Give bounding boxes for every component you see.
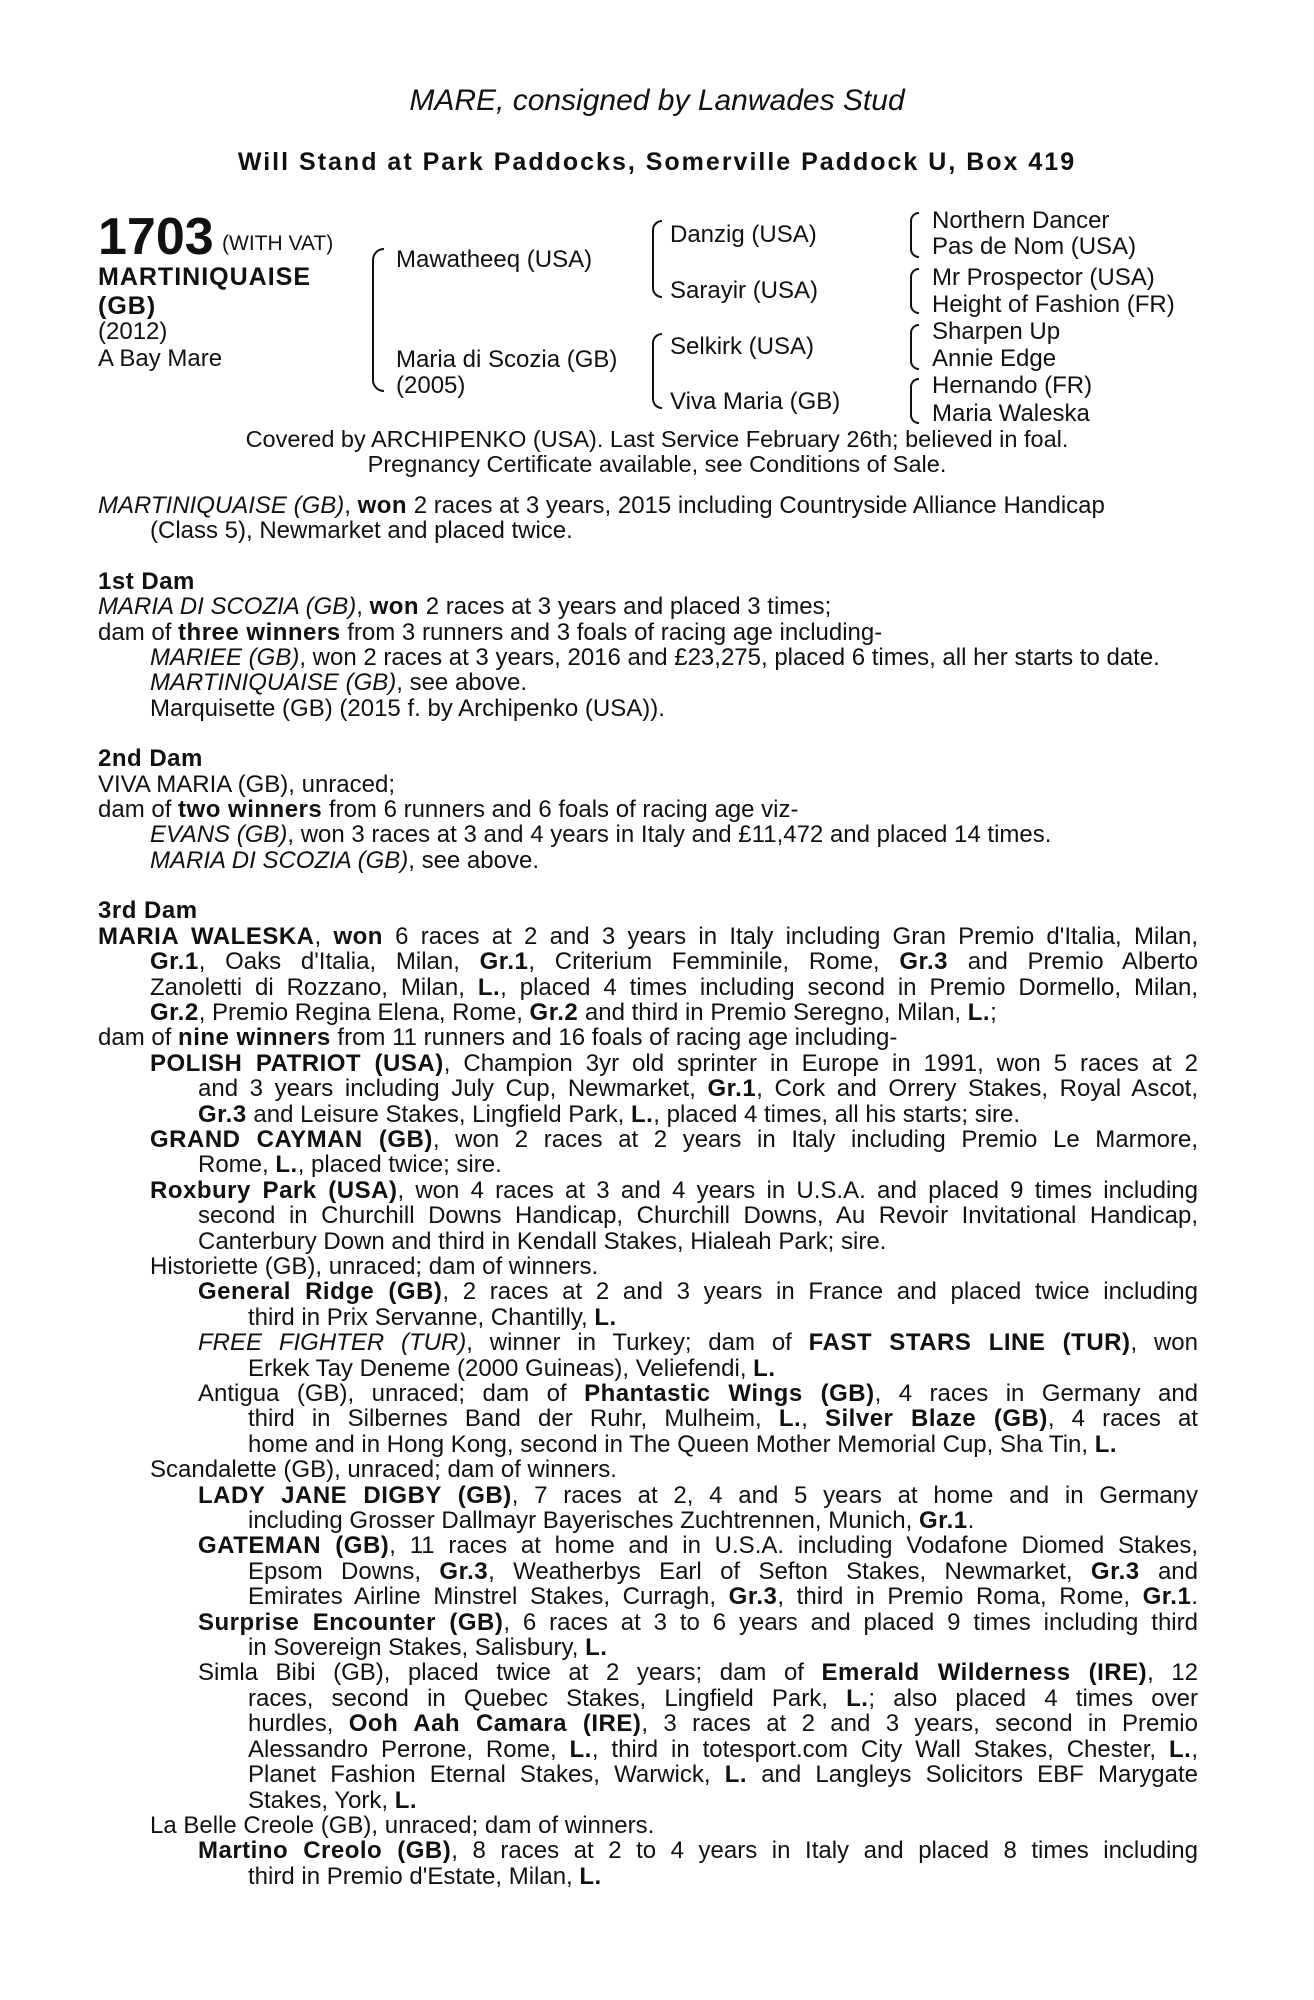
lot-number: 1703: [98, 208, 214, 266]
horse-year: (2012): [98, 318, 168, 345]
text-line: second in Churchill Downs Handicap, Churchill Downs, Au Revoir Invitational Handicap,: [198, 1202, 1198, 1230]
section-heading-2nd-dam: 2nd Dam: [98, 745, 203, 773]
horse-name-line1: MARTINIQUAISE: [98, 263, 311, 291]
brace-gp-3: [910, 324, 919, 370]
brace-gp-2: [910, 268, 919, 314]
text-line: GATEMAN (GB), 11 races at home and in U.S.A. including Vodafone Diomed Stakes,: [198, 1532, 1198, 1560]
pedigree-sire-sire: Danzig (USA): [670, 221, 817, 248]
brace-gp-4: [910, 378, 919, 424]
text-line: Historiette (GB), unraced; dam of winners.: [150, 1252, 599, 1280]
text-line: and 3 years including July Cup, Newmarket, Gr.1, Cork and Orrery Stakes, Royal Ascot,: [198, 1075, 1199, 1103]
pedigree-gp-8: Maria Waleska: [932, 400, 1090, 427]
text-line: Erkek Tay Deneme (2000 Guineas), Veliefendi, L.: [248, 1354, 776, 1382]
pedigree-gp-7: Hernando (FR): [932, 372, 1093, 399]
text-line: (Class 5), Newmarket and placed twice.: [150, 517, 573, 545]
text-line: dam of two winners from 6 runners and 6 foals of racing age viz-: [98, 796, 799, 824]
text-line: La Belle Creole (GB), unraced; dam of winners.: [150, 1811, 655, 1839]
text-line: Epsom Downs, Gr.3, Weatherbys Earl of Sefton Stakes, Newmarket, Gr.3 and: [248, 1557, 1199, 1585]
text-line: Gr.3 and Leisure Stakes, Lingfield Park, L., placed 4 times, all his starts; sire.: [198, 1100, 1021, 1128]
text-line: third in Premio d'Estate, Milan, L.: [248, 1862, 602, 1890]
text-line: Canterbury Down and third in Kendall Stakes, Hialeah Park; sire.: [198, 1227, 887, 1255]
pedigree-gp-1: Northern Dancer: [932, 207, 1110, 234]
text-line: LADY JANE DIGBY (GB), 7 races at 2, 4 and 5 years at home and in Germany: [198, 1481, 1199, 1509]
horse-info: [98, 318, 222, 372]
text-line: MARIA DI SCOZIA (GB), won 2 races at 3 years and placed 3 times;: [98, 593, 832, 621]
section-heading-1st-dam: 1st Dam: [98, 567, 195, 595]
brace-dam-parents: [652, 333, 662, 409]
text-line: Zanoletti di Rozzano, Milan, L., placed 4 times including second in Premio Dormello, Milan,: [150, 973, 1199, 1001]
vat-label: (WITH VAT): [222, 232, 334, 255]
section-heading-3rd-dam: 3rd Dam: [98, 897, 198, 925]
text-line: FREE FIGHTER (TUR), winner in Turkey; dam of FAST STARS LINE (TUR), won: [198, 1329, 1198, 1357]
text-line: Emirates Airline Minstrel Stakes, Curragh, Gr.3, third in Premio Roma, Rome, Gr.1.: [248, 1583, 1198, 1611]
pedigree-gp-5: Sharpen Up: [932, 318, 1061, 345]
text-line: Simla Bibi (GB), placed twice at 2 years; dam of Emerald Wilderness (IRE), 12: [198, 1659, 1198, 1687]
horse-name-line2: (GB): [98, 292, 157, 320]
page-title: MARE, consigned by Lanwades Stud: [409, 84, 905, 117]
text-line: MARTINIQUAISE (GB), won 2 races at 3 years, 2015 including Countryside Alliance Handicap: [98, 492, 1105, 519]
text-line: dam of nine winners from 11 runners and 16 foals of racing age including-: [98, 1024, 898, 1052]
text-line: Surprise Encounter (GB), 6 races at 3 to 6 years and placed 9 times including third: [198, 1608, 1198, 1636]
text-line: Rome, L., placed twice; sire.: [198, 1151, 502, 1179]
brace-sire-dam: [372, 248, 384, 392]
pedigree-dam-sire: Selkirk (USA): [670, 333, 815, 360]
text-line: Martino Creolo (GB), 8 races at 2 to 4 years in Italy and placed 8 times including: [198, 1837, 1198, 1865]
text-line: Stakes, York, L.: [248, 1786, 418, 1814]
text-line: third in Prix Servanne, Chantilly, L.: [248, 1303, 617, 1331]
horse-name: [98, 263, 311, 321]
brace-gp-1: [910, 212, 919, 258]
text-line: EVANS (GB), won 3 races at 3 and 4 years in Italy and £11,472 and placed 14 times.: [150, 821, 1052, 849]
text-line: MARTINIQUAISE (GB), see above.: [150, 669, 528, 697]
brace-sire-parents: [652, 220, 662, 298]
pedigree-dam-dam: Viva Maria (GB): [670, 388, 841, 415]
text-line: MARIEE (GB), won 2 races at 3 years, 2016 and £23,275, placed 6 times, all her starts to date.: [150, 644, 1160, 672]
text-line: General Ridge (GB), 2 races at 2 and 3 years in France and placed twice including: [198, 1278, 1198, 1306]
horse-description: A Bay Mare: [98, 345, 223, 372]
text-line: Planet Fashion Eternal Stakes, Warwick, L. and Langleys Solicitors EBF Marygate: [248, 1761, 1198, 1789]
text-line: POLISH PATRIOT (USA), Champion 3yr old sprinter in Europe in 1991, won 5 races at 2: [150, 1049, 1199, 1077]
text-line: Gr.2, Premio Regina Elena, Rome, Gr.2 and third in Premio Seregno, Milan, L.;: [150, 998, 997, 1026]
pedigree-sire: Mawatheeq (USA): [396, 246, 593, 273]
text-line: Gr.1, Oaks d'Italia, Milan, Gr.1, Criterium Femminile, Rome, Gr.3 and Premio Alberto: [150, 948, 1199, 976]
pedigree-dam: Maria di Scozia (GB): [396, 346, 618, 373]
pedigree-gp-2: Pas de Nom (USA): [932, 233, 1137, 260]
pregnancy-line: Pregnancy Certificate available, see Conditions of Sale.: [367, 451, 947, 477]
text-line: dam of three winners from 3 runners and 3 foals of racing age including-: [98, 618, 883, 646]
text-line: hurdles, Ooh Aah Camara (IRE), 3 races at 2 and 3 years, second in Premio: [248, 1710, 1198, 1738]
text-line: in Sovereign Stakes, Salisbury, L.: [248, 1634, 608, 1662]
text-line: Antigua (GB), unraced; dam of Phantastic Wings (GB), 4 races in Germany and: [198, 1380, 1199, 1407]
text-line: including Grosser Dallmayr Bayerisches Zuchtrennen, Munich, Gr.1.: [248, 1507, 975, 1535]
pedigree-gp-3: Mr Prospector (USA): [932, 264, 1155, 291]
pedigree-dam-year: (2005): [396, 372, 466, 399]
text-line: home and in Hong Kong, second in The Queen Mother Memorial Cup, Sha Tin, L.: [248, 1430, 1118, 1458]
text-line: Roxbury Park (USA), won 4 races at 3 and 4 years in U.S.A. and placed 9 times including: [150, 1176, 1198, 1204]
text-line: Scandalette (GB), unraced; dam of winners.: [150, 1456, 617, 1484]
text-line: third in Silbernes Band der Ruhr, Mulheim, L., Silver Blaze (GB), 4 races at: [248, 1405, 1198, 1433]
pedigree-gp-4: Height of Fashion (FR): [932, 291, 1175, 318]
text-line: VIVA MARIA (GB), unraced;: [98, 770, 395, 798]
stand-location: Will Stand at Park Paddocks, Somerville Paddock U, Box 419: [237, 148, 1077, 176]
text-line: GRAND CAYMAN (GB), won 2 races at 2 years in Italy including Premio Le Marmore,: [150, 1125, 1198, 1153]
catalogue-body: [98, 493, 1198, 1889]
text-line: MARIA WALESKA, won 6 races at 2 and 3 years in Italy including Gran Premio d'Italia, Milan,: [98, 922, 1198, 950]
covered-line: Covered by ARCHIPENKO (USA). Last Service February 26th; believed in foal.: [245, 426, 1069, 452]
text-line: Alessandro Perrone, Rome, L., third in totesport.com City Wall Stakes, Chester, L.,: [248, 1735, 1199, 1763]
text-line: Marquisette (GB) (2015 f. by Archipenko (USA)).: [150, 694, 665, 722]
pedigree-sire-dam: Sarayir (USA): [670, 277, 819, 304]
text-line: races, second in Quebec Stakes, Lingfield Park, L.; also placed 4 times over: [248, 1684, 1198, 1712]
pedigree-gp-6: Annie Edge: [932, 345, 1057, 372]
text-line: MARIA DI SCOZIA (GB), see above.: [150, 846, 539, 874]
